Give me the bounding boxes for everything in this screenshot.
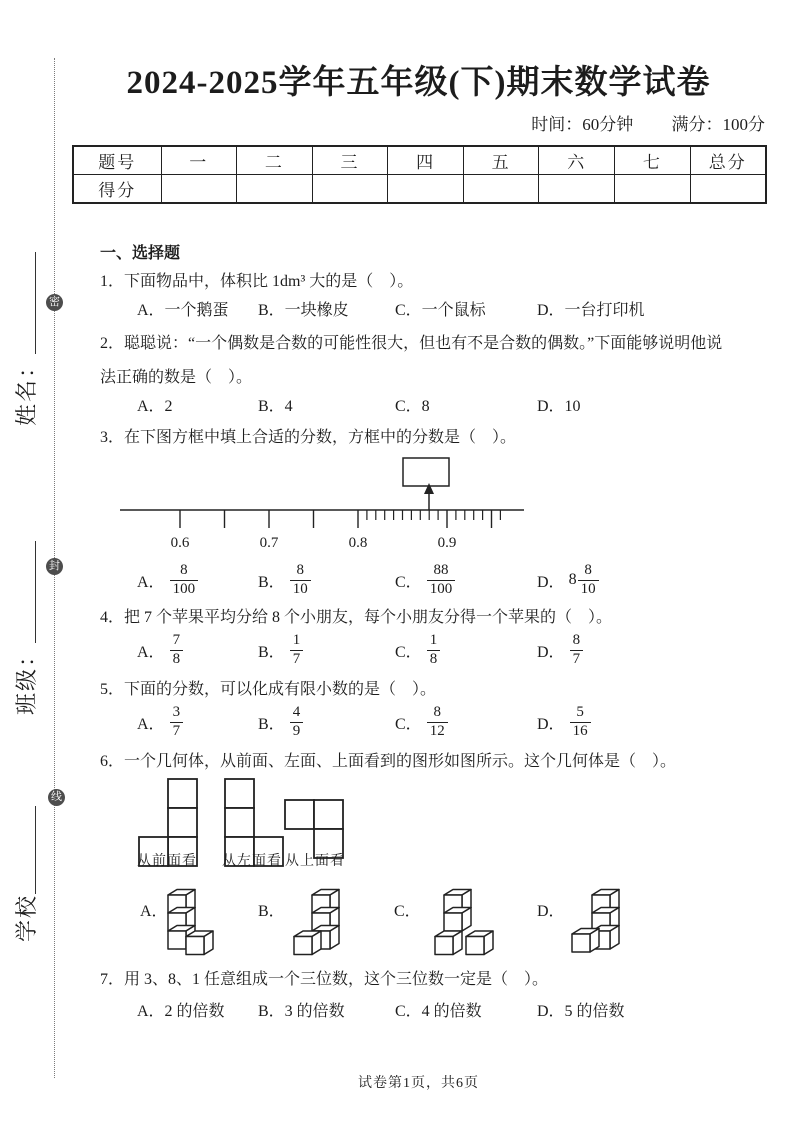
question-2-text-line1: 2．聪聪说：“一个偶数是合数的可能性很大，但也有不是合数的偶数。”下面能够说明他说 xyxy=(100,335,723,352)
q2-option-d: D．10 xyxy=(537,398,581,415)
col-five: 五 xyxy=(463,146,539,175)
option-letter: A． xyxy=(137,643,165,661)
front-view-label: 从前面看 xyxy=(137,854,197,869)
arrow-head-icon xyxy=(424,483,434,494)
school-label: 学校 xyxy=(14,893,39,942)
option-letter: D． xyxy=(537,715,565,733)
fraction: $\frac{8}{12}$ xyxy=(427,704,448,740)
tick-label-0-7: 0.7 xyxy=(259,535,279,551)
question-4-options xyxy=(100,626,780,674)
question-7-options xyxy=(100,998,780,1020)
sidebar-name-field xyxy=(13,252,41,426)
q3-option-b xyxy=(258,556,311,604)
q7-option-a: A．2 的倍数 xyxy=(137,1003,225,1020)
q7-option-d: D．5 的倍数 xyxy=(537,1003,625,1020)
score-table-header-row xyxy=(73,146,766,175)
score-table-score-row xyxy=(73,175,766,204)
option-letter: B． xyxy=(258,643,285,661)
fraction: $\frac{1}{8}$ xyxy=(427,632,441,668)
q2-option-c: C．8 xyxy=(395,398,430,415)
score-cell xyxy=(539,175,615,204)
cube-option-c-figure xyxy=(416,880,506,956)
left-view-label: 从左面看 xyxy=(222,854,282,869)
q5-option-d xyxy=(537,698,591,746)
fraction: $\frac{1}{7}$ xyxy=(290,632,304,668)
q5-option-c xyxy=(395,698,448,746)
score-cell xyxy=(615,175,691,204)
q4-option-c xyxy=(395,626,440,674)
tick-label-0-9: 0.9 xyxy=(437,535,457,551)
fraction: $\frac{8}{100}$ xyxy=(170,562,199,598)
question-7-text: 7．用 3、8、1 任意组成一个三位数，这个三位数一定是（ ）。 xyxy=(100,971,549,988)
fraction: $\frac{7}{8}$ xyxy=(170,632,184,668)
option-letter: D． xyxy=(537,573,565,591)
option-letter: D． xyxy=(537,643,565,661)
cube-option-b-figure xyxy=(278,880,368,956)
score-table xyxy=(72,145,767,204)
option-letter: B． xyxy=(258,715,285,733)
name-blank-line xyxy=(35,252,36,354)
col-three: 三 xyxy=(312,146,388,175)
question-number-header: 题号 xyxy=(73,146,161,175)
q7-option-b: B．3 的倍数 xyxy=(258,1003,345,1020)
question-2-text-line2: 法正确的数是（ ）。 xyxy=(100,369,253,386)
cube-option-d-figure xyxy=(558,880,648,956)
seal-badge-mi: 密 xyxy=(46,294,63,311)
option-letter: A． xyxy=(137,715,165,733)
col-total: 总分 xyxy=(690,146,766,175)
option-letter: C． xyxy=(395,573,422,591)
fraction: $\frac{8}{10}$ xyxy=(290,562,311,598)
q4-option-b xyxy=(258,626,303,674)
option-letter: C． xyxy=(395,643,422,661)
answer-box xyxy=(403,458,449,486)
col-four: 四 xyxy=(388,146,464,175)
fraction: $\frac{5}{16}$ xyxy=(570,704,591,740)
section-title: 一、选择题 xyxy=(100,245,181,262)
question-4-text: 4．把 7 个苹果平均分给 8 个小朋友，每个小朋友分得一个苹果的（ ）。 xyxy=(100,609,613,626)
top-view-label: 从上面看 xyxy=(285,854,345,869)
option-letter: A． xyxy=(137,573,165,591)
class-blank-line xyxy=(35,541,36,643)
seal-badge-xian: 线 xyxy=(48,789,65,806)
q5-option-a xyxy=(137,698,183,746)
name-label: 姓名： xyxy=(14,353,39,426)
q1-option-c: C．一个鼠标 xyxy=(395,302,486,319)
q2-option-b: B．4 xyxy=(258,398,293,415)
col-one: 一 xyxy=(161,146,237,175)
score-cell xyxy=(388,175,464,204)
question-5-text: 5．下面的分数，可以化成有限小数的是（ ）。 xyxy=(100,681,437,698)
q3-option-c xyxy=(395,556,455,604)
option-letter: B． xyxy=(258,573,285,591)
page-title: 2024-2025学年五年级(下)期末数学试卷 xyxy=(126,65,711,101)
fraction: $\frac{8}{7}$ xyxy=(570,632,584,668)
q3-option-d xyxy=(537,556,599,604)
option-letter: C． xyxy=(395,715,422,733)
col-six: 六 xyxy=(539,146,615,175)
tick-label-0-8: 0.8 xyxy=(348,535,368,551)
question-5-options xyxy=(100,698,780,746)
time-limit-label: 时间：60分钟 xyxy=(531,115,634,134)
view-labels xyxy=(137,850,437,870)
score-cell xyxy=(463,175,539,204)
q7-option-c: C．4 的倍数 xyxy=(395,1003,482,1020)
q2-option-a: A．2 xyxy=(137,398,173,415)
q1-option-d: D．一台打印机 xyxy=(537,302,645,319)
question-6-text: 6．一个几何体，从前面、左面、上面看到的图形如图所示。这个几何体是（ ）。 xyxy=(100,753,677,770)
q1-option-b: B．一块橡皮 xyxy=(258,302,349,319)
sidebar-school-field xyxy=(13,806,41,942)
q1-option-a: A．一个鹅蛋 xyxy=(137,302,229,319)
score-cell xyxy=(690,175,766,204)
question-3-text: 3．在下图方框中填上合适的分数，方框中的分数是（ ）。 xyxy=(100,429,517,446)
question-1-text: 1．下面物品中，体积比 1dm³ 大的是（ ）。 xyxy=(100,273,414,290)
q6-option-a-letter: A． xyxy=(140,903,168,920)
fraction: $\frac{4}{9}$ xyxy=(290,704,304,740)
q3-option-a xyxy=(137,556,198,604)
school-blank-line xyxy=(35,806,36,894)
q4-option-a xyxy=(137,626,183,674)
col-seven: 七 xyxy=(615,146,691,175)
sidebar-class-field xyxy=(13,541,41,715)
class-label: 班级： xyxy=(14,642,39,715)
cube-option-a-figure xyxy=(158,880,248,956)
question-3-options xyxy=(100,556,780,604)
seal-badge-feng: 封 xyxy=(46,558,63,575)
q5-option-b xyxy=(258,698,303,746)
q4-option-d xyxy=(537,626,583,674)
score-cell xyxy=(237,175,313,204)
score-cell xyxy=(161,175,237,204)
q6-option-d-letter: D． xyxy=(537,903,565,920)
page-footer: 试卷第1页，共6页 xyxy=(358,1076,479,1091)
exam-meta xyxy=(72,110,765,135)
number-line-figure xyxy=(112,450,532,558)
col-two: 二 xyxy=(237,146,313,175)
tick-label-0-6: 0.6 xyxy=(170,535,190,551)
q6-option-b-letter: B． xyxy=(258,903,285,920)
q6-option-c-letter: C． xyxy=(394,903,421,920)
question-1-options xyxy=(100,297,780,319)
mixed-number-whole: 8 xyxy=(568,571,577,588)
score-cell xyxy=(312,175,388,204)
full-score-label: 满分：100分 xyxy=(671,115,765,134)
score-row-label: 得分 xyxy=(73,175,161,204)
question-2-options xyxy=(100,393,780,415)
fraction: $\frac{3}{7}$ xyxy=(170,704,184,740)
fraction: $\frac{88}{100}$ xyxy=(427,562,456,598)
fraction: $\frac{8}{10}$ xyxy=(578,562,599,598)
